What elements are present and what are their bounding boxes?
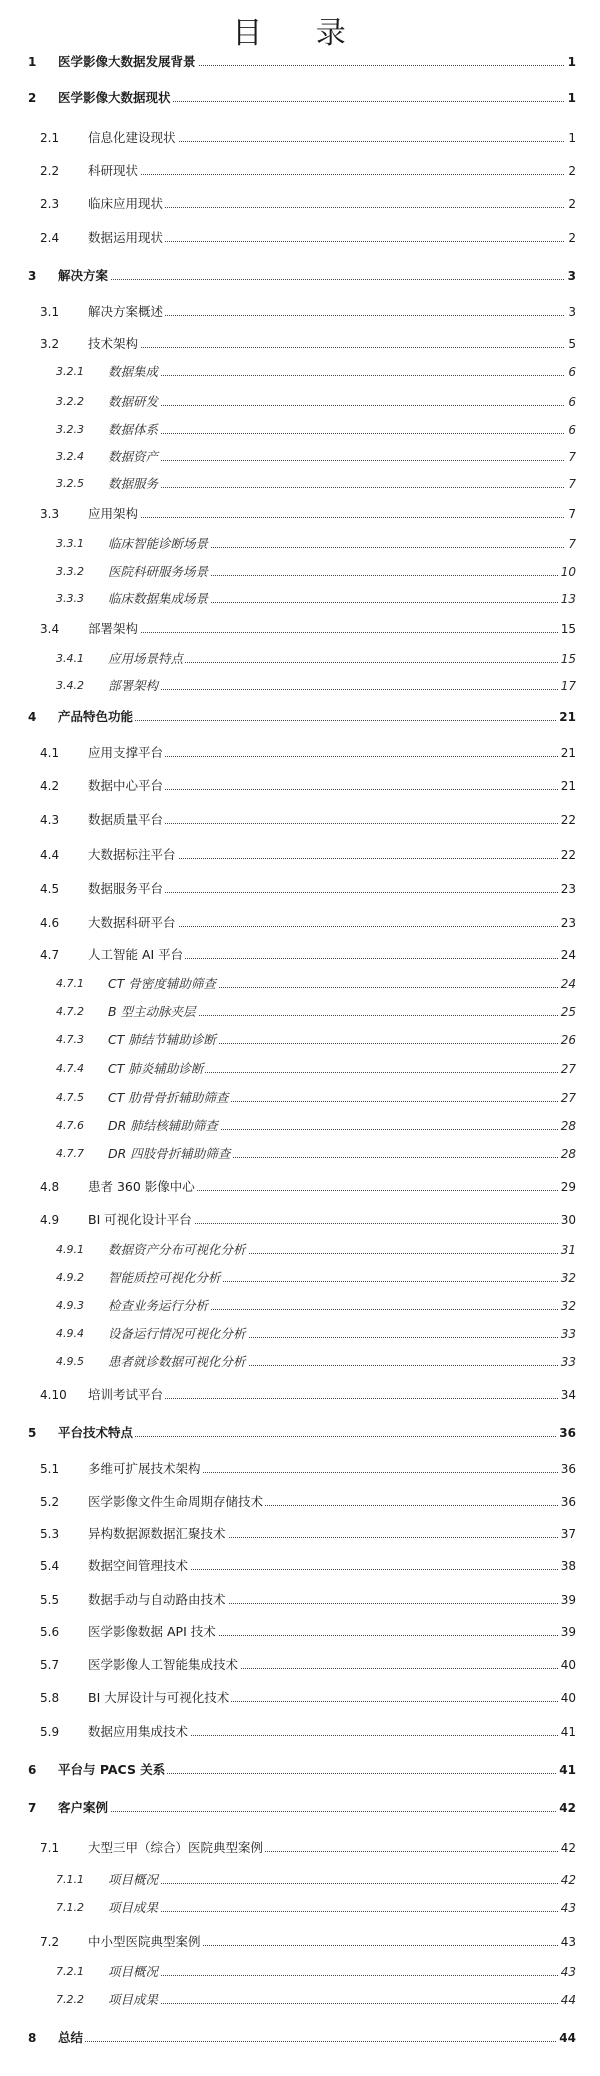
- toc-entry-page: 7: [566, 534, 576, 554]
- toc-entry-title: 项目概况: [108, 1962, 160, 1982]
- toc-entry-number: 4.3: [40, 813, 60, 827]
- toc-entry-page: 5: [566, 334, 576, 354]
- toc-entry-page: 43: [559, 1962, 576, 1982]
- toc-entry[interactable]: [0, 845, 600, 865]
- toc-entry-number: 4.4: [40, 848, 60, 862]
- toc-entry-page: 25: [559, 1002, 576, 1022]
- toc-entry-number: 4.9: [40, 1213, 60, 1227]
- toc-entry-page: 6: [566, 420, 576, 440]
- toc-entry-title: 数据研发: [108, 392, 160, 412]
- toc-entry[interactable]: [0, 128, 600, 148]
- toc-entry-title: 数据服务平台: [88, 879, 165, 899]
- toc-entry-number: 2.1: [40, 131, 60, 145]
- toc-entry-page: 2: [566, 161, 576, 181]
- toc-entry[interactable]: [0, 1352, 600, 1372]
- toc-entry-page: 42: [559, 1870, 576, 1890]
- toc-entry-number: 4.6: [40, 916, 60, 930]
- toc-entry-title: 数据手动与自动路由技术: [88, 1590, 228, 1610]
- toc-entry-page: 44: [559, 1990, 576, 2010]
- toc-entry-number: 2.4: [40, 231, 60, 245]
- toc-entry-number: 4.7.7: [56, 1147, 84, 1160]
- toc-entry-title: 多维可扩展技术架构: [88, 1459, 203, 1479]
- toc-entry-number: 3.3.3: [56, 592, 84, 605]
- toc-entry-number: 4.5: [40, 882, 60, 896]
- toc-entry-page: 2: [566, 228, 576, 248]
- toc-leader-dots: [108, 460, 564, 461]
- toc-entry[interactable]: [0, 1268, 600, 1288]
- toc-entry-title: 产品特色功能: [58, 707, 135, 727]
- toc-entry-number: 4.7.3: [56, 1033, 84, 1046]
- toc-entry[interactable]: [0, 228, 600, 248]
- toc-entry-title: 部署架构: [108, 676, 160, 696]
- toc-leader-dots: [88, 632, 564, 633]
- toc-entry-number: 6: [28, 1763, 37, 1777]
- toc-entry[interactable]: [0, 1524, 600, 1544]
- toc-entry-page: 27: [559, 1059, 576, 1079]
- toc-entry-page: 1: [566, 128, 576, 148]
- toc-entry-title: 项目成果: [108, 1990, 160, 2010]
- toc-entry-page: 41: [559, 1722, 576, 1742]
- toc-entry-title: 项目成果: [108, 1898, 160, 1918]
- toc-entry[interactable]: [0, 1962, 600, 1982]
- toc-entry-title: 应用场景特点: [108, 649, 185, 669]
- toc-entry-title: 总结: [58, 2028, 85, 2048]
- toc-entry-title: 技术架构: [88, 334, 140, 354]
- toc-entry[interactable]: [0, 676, 600, 696]
- toc-entry-title: 培训考试平台: [88, 1385, 165, 1405]
- toc-entry-title: 数据应用集成技术: [88, 1722, 190, 1742]
- toc-entry-number: 7.1.2: [56, 1901, 84, 1914]
- toc-entry-page: 33: [559, 1352, 576, 1372]
- toc-entry-number: 7: [28, 1801, 37, 1815]
- toc-entry-number: 7.2.1: [56, 1965, 84, 1978]
- toc-entry[interactable]: [0, 474, 600, 494]
- toc-entry-page: 31: [559, 1240, 576, 1260]
- toc-entry-page: 36: [557, 1423, 576, 1443]
- toc-entry-page: 21: [559, 743, 576, 763]
- toc-entry-page: 7: [566, 504, 576, 524]
- toc-entry-number: 4.9.4: [56, 1327, 84, 1340]
- toc-entry-title: 医学影像数据 API 技术: [88, 1622, 218, 1642]
- toc-entry-page: 39: [559, 1622, 576, 1642]
- toc-entry[interactable]: [0, 945, 600, 965]
- toc-entry-title: 大型三甲（综合）医院典型案例: [88, 1838, 265, 1858]
- toc-entry-number: 3: [28, 269, 37, 283]
- toc-entry[interactable]: [0, 266, 600, 286]
- toc-entry-title: 应用支撑平台: [88, 743, 165, 763]
- toc-entry[interactable]: [0, 1556, 600, 1576]
- toc-entry-number: 5.8: [40, 1691, 60, 1705]
- toc-entry-title: CT 肺结节辅助诊断: [108, 1030, 218, 1050]
- toc-entry-page: 34: [559, 1385, 576, 1405]
- toc-leader-dots: [108, 487, 564, 488]
- toc-entry[interactable]: [0, 649, 600, 669]
- toc-entry-number: 4.1: [40, 746, 60, 760]
- toc-entry-title: 平台与 PACS 关系: [58, 1760, 167, 1780]
- toc-entry[interactable]: [0, 562, 600, 582]
- toc-entry-title: 数据运用现状: [88, 228, 165, 248]
- toc-leader-dots: [108, 1911, 564, 1912]
- toc-entry-title: CT 肋骨骨折辅助筛查: [108, 1088, 230, 1108]
- toc-entry-number: 4.8: [40, 1180, 60, 1194]
- toc-entry-page: 15: [559, 649, 576, 669]
- toc-entry-title: 部署架构: [88, 619, 140, 639]
- toc-entry-page: 42: [557, 1798, 576, 1818]
- toc-entry-title: 数据集成: [108, 362, 160, 382]
- toc-leader-dots: [108, 433, 564, 434]
- toc-entry[interactable]: [0, 161, 600, 181]
- toc-entry[interactable]: [0, 1932, 600, 1952]
- toc-entry[interactable]: [0, 1423, 600, 1443]
- toc-entry-number: 4.7.1: [56, 977, 84, 990]
- toc-entry-page: 36: [559, 1492, 576, 1512]
- toc-entry-number: 4.9.1: [56, 1243, 84, 1256]
- toc-entry[interactable]: [0, 302, 600, 322]
- toc-entry-page: 7: [566, 447, 576, 467]
- toc-entry[interactable]: [0, 88, 600, 108]
- toc-entry[interactable]: [0, 52, 600, 72]
- toc-entry[interactable]: [0, 1240, 600, 1260]
- toc-entry-title: 解决方案: [58, 266, 110, 286]
- toc-entry-page: 32: [559, 1296, 576, 1316]
- toc-entry-number: 3.4.1: [56, 652, 84, 665]
- toc-entry-page: 40: [559, 1688, 576, 1708]
- toc-entry-number: 5.2: [40, 1495, 60, 1509]
- toc-entry[interactable]: [0, 1798, 600, 1818]
- toc-entry-number: 2.3: [40, 197, 60, 211]
- toc-entry-title: 医学影像文件生命周期存储技术: [88, 1492, 265, 1512]
- toc-entry-title: 数据体系: [108, 420, 160, 440]
- toc-entry[interactable]: [0, 589, 600, 609]
- toc-entry-number: 4.7.4: [56, 1062, 84, 1075]
- toc-entry-title: 客户案例: [58, 1798, 110, 1818]
- toc-entry[interactable]: [0, 194, 600, 214]
- toc-entry[interactable]: [0, 1030, 600, 1050]
- toc-entry-title: 检查业务运行分析: [108, 1296, 210, 1316]
- toc-entry-page: 26: [559, 1030, 576, 1050]
- toc-entry-page: 15: [559, 619, 576, 639]
- toc-entry-page: 13: [559, 589, 576, 609]
- toc-entry-title: 设备运行情况可视化分析: [108, 1324, 248, 1344]
- toc-entry[interactable]: [0, 1760, 600, 1780]
- toc-leader-dots: [88, 174, 564, 175]
- toc-entry-title: 医学影像人工智能集成技术: [88, 1655, 240, 1675]
- toc-entry-title: DR 四肢骨折辅助筛查: [108, 1144, 232, 1164]
- toc-entry[interactable]: [0, 2028, 600, 2048]
- toc-entry-number: 3.3.1: [56, 537, 84, 550]
- toc-entry-title: 医学影像大数据发展背景: [58, 52, 198, 72]
- toc-entry-page: 22: [559, 845, 576, 865]
- toc-entry[interactable]: [0, 1059, 600, 1079]
- toc-entry-page: 10: [559, 562, 576, 582]
- toc-entry-title: 科研现状: [88, 161, 140, 181]
- toc-entry-page: 28: [559, 1116, 576, 1136]
- toc-entry-page: 3: [566, 266, 576, 286]
- toc-entry[interactable]: [0, 1088, 600, 1108]
- toc-entry-number: 3.3: [40, 507, 60, 521]
- toc-entry-title: 异构数据源数据汇聚技术: [88, 1524, 228, 1544]
- toc-entry-page: 21: [557, 707, 576, 727]
- toc-entry-page: 27: [559, 1088, 576, 1108]
- toc-entry[interactable]: [0, 447, 600, 467]
- toc-entry[interactable]: [0, 1622, 600, 1642]
- toc-entry-number: 5.9: [40, 1725, 60, 1739]
- toc-entry-title: 数据资产: [108, 447, 160, 467]
- toc-entry-number: 3.2.2: [56, 395, 84, 408]
- toc-entry[interactable]: [0, 776, 600, 796]
- toc-entry-page: 30: [559, 1210, 576, 1230]
- toc-entry-page: 33: [559, 1324, 576, 1344]
- toc-entry-number: 3.2.5: [56, 477, 84, 490]
- toc-entry-title: 人工智能 AI 平台: [88, 945, 185, 965]
- toc-entry-page: 36: [559, 1459, 576, 1479]
- toc-entry[interactable]: [0, 334, 600, 354]
- toc-entry-number: 4.10: [40, 1388, 67, 1402]
- toc-entry-page: 43: [559, 1898, 576, 1918]
- toc-entry-number: 7.2.2: [56, 1993, 84, 2006]
- toc-entry-title: 平台技术特点: [58, 1423, 135, 1443]
- toc-entry-number: 3.3.2: [56, 565, 84, 578]
- toc-entry-page: 39: [559, 1590, 576, 1610]
- toc-entry-number: 3.2.1: [56, 365, 84, 378]
- toc-entry[interactable]: [0, 1870, 600, 1890]
- toc-entry-number: 4.7.6: [56, 1119, 84, 1132]
- toc-entry-number: 5.1: [40, 1462, 60, 1476]
- toc-entry[interactable]: [0, 1655, 600, 1675]
- toc-entry[interactable]: [0, 504, 600, 524]
- toc-entry-page: 40: [559, 1655, 576, 1675]
- toc-entry-number: 4.7.2: [56, 1005, 84, 1018]
- toc-entry-title: 数据质量平台: [88, 810, 165, 830]
- toc-entry-number: 2.2: [40, 164, 60, 178]
- toc-leader-dots: [108, 1975, 564, 1976]
- toc-entry-number: 4.7: [40, 948, 60, 962]
- toc-entry[interactable]: [0, 879, 600, 899]
- toc-entry[interactable]: [0, 420, 600, 440]
- toc-entry-number: 5: [28, 1426, 37, 1440]
- toc-leader-dots: [58, 1811, 564, 1812]
- toc-entry-title: 临床数据集成场景: [108, 589, 210, 609]
- toc-entry-page: 17: [559, 676, 576, 696]
- toc-entry-number: 7.1: [40, 1841, 60, 1855]
- toc-entry[interactable]: [0, 913, 600, 933]
- toc-entry-title: 医院科研服务场景: [108, 562, 210, 582]
- toc-title: 目 录: [232, 16, 368, 51]
- toc-entry-page: 23: [559, 879, 576, 899]
- toc-entry-page: 21: [559, 776, 576, 796]
- toc-entry-page: 44: [557, 2028, 576, 2048]
- toc-entry[interactable]: [0, 1210, 600, 1230]
- toc-entry-number: 1: [28, 55, 37, 69]
- toc-entry[interactable]: [0, 1002, 600, 1022]
- toc-entry-number: 8: [28, 2031, 37, 2045]
- toc-entry[interactable]: [0, 1324, 600, 1344]
- toc-entry-number: 3.2: [40, 337, 60, 351]
- toc-leader-dots: [108, 405, 564, 406]
- toc-entry-number: 7.2: [40, 1935, 60, 1949]
- toc-entry-number: 4.2: [40, 779, 60, 793]
- toc-entry[interactable]: [0, 534, 600, 554]
- toc-entry-title: 患者就诊数据可视化分析: [108, 1352, 248, 1372]
- toc-entry-title: CT 肺炎辅助诊断: [108, 1059, 205, 1079]
- toc-entry-title: B 型主动脉夹层: [108, 1002, 198, 1022]
- toc-entry-page: 1: [566, 52, 576, 72]
- toc-entry-page: 6: [566, 362, 576, 382]
- toc-entry[interactable]: [0, 1116, 600, 1136]
- toc-entry-number: 5.6: [40, 1625, 60, 1639]
- toc-entry-title: 项目概况: [108, 1870, 160, 1890]
- toc-entry[interactable]: [0, 1722, 600, 1742]
- toc-entry-title: 应用架构: [88, 504, 140, 524]
- toc-entry[interactable]: [0, 1688, 600, 1708]
- toc-entry-page: 29: [559, 1177, 576, 1197]
- toc-entry-title: 大数据科研平台: [88, 913, 178, 933]
- toc-entry-number: 3.2.4: [56, 450, 84, 463]
- toc-entry[interactable]: [0, 1177, 600, 1197]
- toc-entry-title: 中小型医院典型案例: [88, 1932, 203, 1952]
- toc-entry-page: 32: [559, 1268, 576, 1288]
- toc-entry[interactable]: [0, 1590, 600, 1610]
- toc-entry-page: 24: [559, 945, 576, 965]
- toc-entry-page: 1: [566, 88, 576, 108]
- toc-leader-dots: [108, 375, 564, 376]
- toc-entry-title: 数据中心平台: [88, 776, 165, 796]
- toc-entry-page: 41: [557, 1760, 576, 1780]
- toc-entry-page: 38: [559, 1556, 576, 1576]
- toc-entry-title: 数据空间管理技术: [88, 1556, 190, 1576]
- toc-entry[interactable]: [0, 1296, 600, 1316]
- toc-entry-number: 3.2.3: [56, 423, 84, 436]
- toc-entry-page: 28: [559, 1144, 576, 1164]
- toc-entry-number: 3.4.2: [56, 679, 84, 692]
- toc-entry-number: 4.9.5: [56, 1355, 84, 1368]
- toc-entry-number: 5.4: [40, 1559, 60, 1573]
- toc-entry[interactable]: [0, 392, 600, 412]
- toc-entry-title: DR 肺结核辅助筛查: [108, 1116, 220, 1136]
- toc-entry[interactable]: [0, 707, 600, 727]
- toc-entry-page: 23: [559, 913, 576, 933]
- toc-entry-page: 37: [559, 1524, 576, 1544]
- toc-entry[interactable]: [0, 1144, 600, 1164]
- toc-entry-number: 5.3: [40, 1527, 60, 1541]
- toc-entry-title: CT 骨密度辅助筛查: [108, 974, 218, 994]
- toc-entry-number: 4.9.3: [56, 1299, 84, 1312]
- toc-entry-title: 解决方案概述: [88, 302, 165, 322]
- toc-entry-page: 43: [559, 1932, 576, 1952]
- toc-entry-number: 7.1.1: [56, 1873, 84, 1886]
- toc-entry-title: BI 可视化设计平台: [88, 1210, 194, 1230]
- toc-leader-dots: [58, 2041, 564, 2042]
- toc-entry-number: 4.9.2: [56, 1271, 84, 1284]
- toc-entry-page: 24: [559, 974, 576, 994]
- toc-entry-number: 5.7: [40, 1658, 60, 1672]
- toc-entry-page: 7: [566, 474, 576, 494]
- toc-leader-dots: [58, 279, 564, 280]
- toc-entry-number: 4: [28, 710, 37, 724]
- toc-entry[interactable]: [0, 619, 600, 639]
- toc-entry-title: 智能质控可视化分析: [108, 1268, 223, 1288]
- toc-entry[interactable]: [0, 1990, 600, 2010]
- toc-entry-page: 42: [559, 1838, 576, 1858]
- toc-entry-page: 22: [559, 810, 576, 830]
- toc-entry-title: 大数据标注平台: [88, 845, 178, 865]
- toc-entry-page: 3: [566, 302, 576, 322]
- toc-entry-title: 信息化建设现状: [88, 128, 178, 148]
- toc-leader-dots: [108, 2003, 564, 2004]
- toc-leader-dots: [108, 1883, 564, 1884]
- toc-entry-title: 医学影像大数据现状: [58, 88, 173, 108]
- toc-leader-dots: [108, 689, 564, 690]
- toc-entry[interactable]: [0, 743, 600, 763]
- toc-entry-number: 5.5: [40, 1593, 60, 1607]
- toc-entry-number: 3.4: [40, 622, 60, 636]
- toc-entry-title: 临床应用现状: [88, 194, 165, 214]
- toc-entry-number: 2: [28, 91, 37, 105]
- toc-entry[interactable]: [0, 1459, 600, 1479]
- toc-entry[interactable]: [0, 1898, 600, 1918]
- toc-entry[interactable]: [0, 362, 600, 382]
- toc-entry[interactable]: [0, 1492, 600, 1512]
- toc-entry[interactable]: [0, 810, 600, 830]
- toc-entry-title: 数据资产分布可视化分析: [108, 1240, 248, 1260]
- toc-leader-dots: [88, 517, 564, 518]
- toc-entry-title: 数据服务: [108, 474, 160, 494]
- toc-entry-number: 4.7.5: [56, 1091, 84, 1104]
- toc-entry-title: 临床智能诊断场景: [108, 534, 210, 554]
- toc-entry-page: 6: [566, 392, 576, 412]
- toc-entry-number: 3.1: [40, 305, 60, 319]
- toc-entry-page: 2: [566, 194, 576, 214]
- toc-entry-title: 患者 360 影像中心: [88, 1177, 197, 1197]
- toc-leader-dots: [88, 347, 564, 348]
- toc-entry[interactable]: [0, 1838, 600, 1858]
- toc-entry-title: BI 大屏设计与可视化技术: [88, 1688, 231, 1708]
- toc-entry[interactable]: [0, 974, 600, 994]
- toc-entry[interactable]: [0, 1385, 600, 1405]
